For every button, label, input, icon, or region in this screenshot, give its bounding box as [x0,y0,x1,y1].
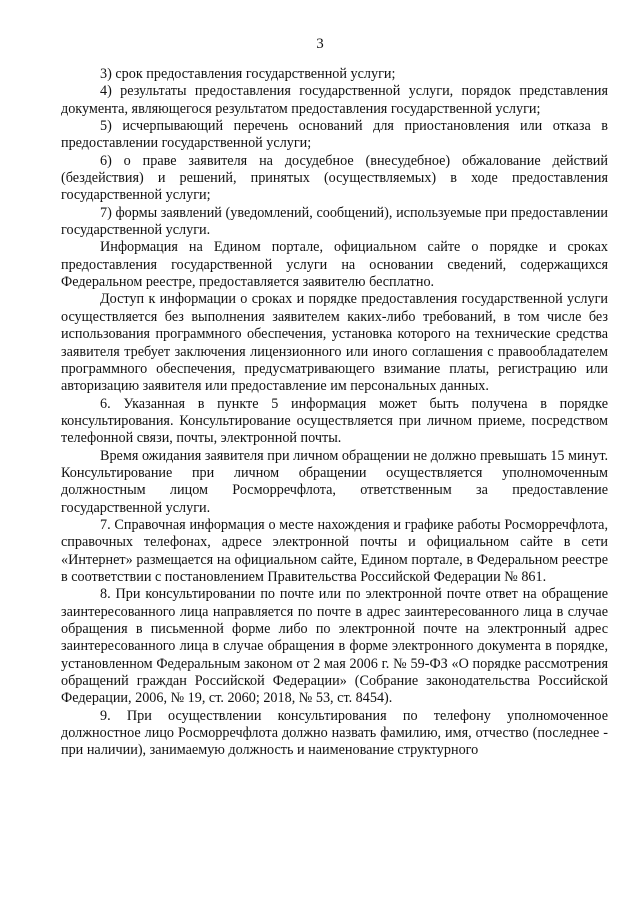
paragraph-item-6: 6) о праве заявителя на досудебное (внесудебное) обжалование действий (бездействия) и решений, принятых (осуществляемых) в ходе предоставления государственной услуги; [61,152,608,204]
paragraph-section-9: 9. При осуществлении консультирования по телефону уполномоченное должностное лицо Росморречфлота должно назвать фамилию, имя, отчество (последнее - при наличии), занимаемую должность и наименование структурного [61,707,608,759]
paragraph-item-5: 5) исчерпывающий перечень оснований для приостановления или отказа в предоставлении государственной услуги; [61,118,608,152]
paragraph-section-6: 6. Указанная в пункте 5 информация может быть получена в порядке консультирования. Консультирование осуществляется при личном приеме, посредством телефонной связи, почты, электронной почты. [61,395,608,447]
page-number: 3 [316,36,324,52]
paragraph-item-4: 4) результаты предоставления государственной услуги, порядок представления документа, являющегося результатом предоставления государственной услуги; [61,83,608,117]
paragraph-section-8: 8. При консультировании по почте или по электронной почте ответ на обращение заинтересованного лица направляется по почте в адрес заинтересованного лица в случае обращения в письменной форме либо по электронной почте на электронный адрес заинтересованного лица в случае обращения в форме электронного документа в порядке, установленном Федеральным законом от 2 мая 2006 г. № 59-ФЗ «О порядке рассмотрения обращений граждан Российской Федерации» (Собрание законодательства Российской Федерации, 2006, № 19, ст. 2060; 2018, № 53, ст. 8454). [61,586,608,707]
paragraph-access: Доступ к информации о сроках и порядке предоставления государственной услуги осуществляется без выполнения заявителем каких-либо требований, в том числе без использования программного обеспечения, установка которого на технические средства заявителя требует заключения лицензионного или иного соглашения с правообладателем программного обеспечения, предусматривающего взимание платы, регистрацию или авторизацию заявителя или предоставление им персональных данных. [61,291,608,395]
paragraph-info-free: Информация на Едином портале, официальном сайте о порядке и сроках предоставления государственной услуги на основании сведений, содержащихся Федеральном реестре, предоставляется заявителю бесплатно. [61,239,608,291]
paragraph-waiting-time: Время ожидания заявителя при личном обращении не должно превышать 15 минут. Консультирование при личном обращении осуществляется уполномоченным должностным лицом Росморречфлота, ответственным за предоставление государственной услуги. [61,447,608,516]
paragraph-item-7: 7) формы заявлений (уведомлений, сообщений), используемые при предоставлении государственной услуги. [61,204,608,239]
body-text [61,66,608,760]
paragraph-section-7: 7. Справочная информация о месте нахождения и графике работы Росморречфлота, справочных телефонах, адресе электронной почты и официальном сайте в сети «Интернет» размещается на официальном сайте, Едином портале, в Федеральном реестре в соответствии с постановлением Правительства Российской Федерации № 861. [61,516,608,585]
paragraph-item-3: 3) срок предоставления государственной услуги; [100,66,396,82]
